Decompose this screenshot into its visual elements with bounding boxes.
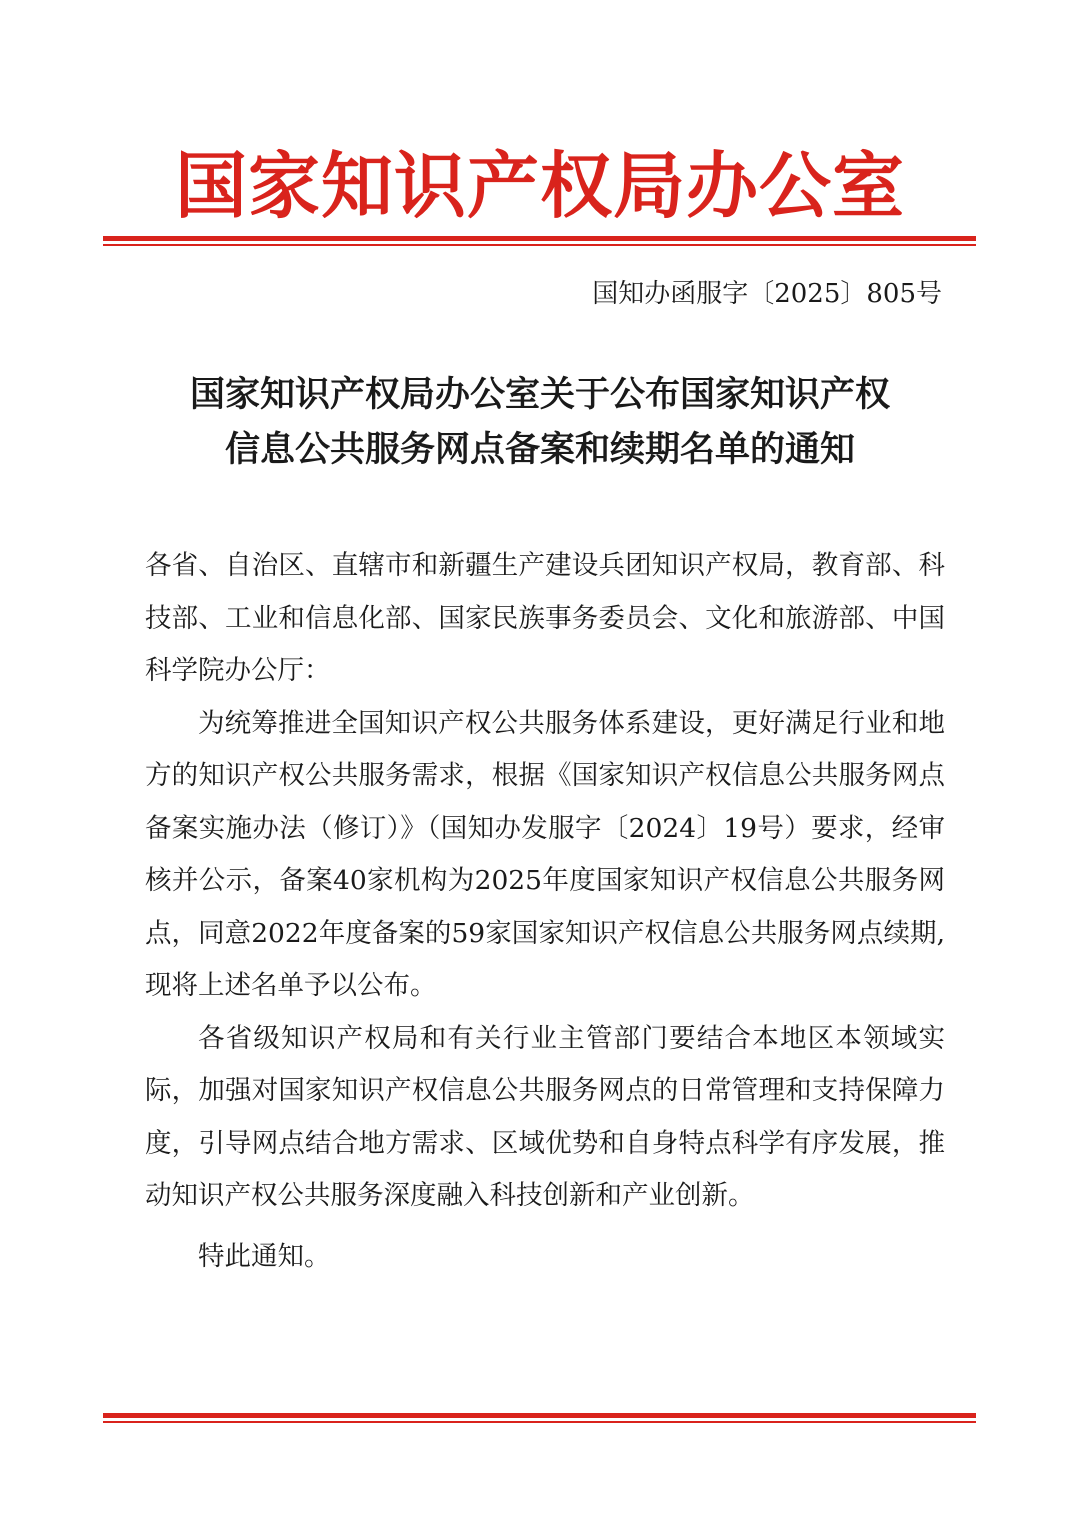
document-body bbox=[145, 540, 945, 1283]
body-paragraph-2: 各省级知识产权局和有关行业主管部门要结合本地区本领域实际，加强对国家知识产权信息公共服务网点的日常管理和支持保障力度，引导网点结合地方需求、区域优势和自身特点科学有序发展，推动知识产权公共服务深度融入科技创新和产业创新。 bbox=[145, 1022, 945, 1211]
bottom-divider-thin-line bbox=[103, 1421, 976, 1423]
document-title-line-1: 国家知识产权局办公室关于公布国家知识产权 bbox=[189, 375, 890, 415]
document-number: 国知办函服字〔2025〕805号 bbox=[592, 279, 942, 309]
body-paragraph-1: 为统筹推进全国知识产权公共服务体系建设，更好满足行业和地方的知识产权公共服务需求，根据《国家知识产权信息公共服务网点备案实施办法（修订）》（国知办发服字〔2024〕19号）要求，经审核并公示，备案40家机构为2025年度国家知识产权信息公共服务网点，同意2022年度备案的59家国家知识产权信息公共服务网点续期,现将上述名单予以公布。 bbox=[145, 707, 945, 1001]
top-red-divider bbox=[103, 236, 976, 246]
addressees: 各省、自治区、直辖市和新疆生产建设兵团知识产权局，教育部、科技部、工业和信息化部、国家民族事务委员会、文化和旅游部、中国科学院办公厅： bbox=[145, 550, 945, 686]
agency-masthead: 国家知识产权局办公室 bbox=[174, 144, 905, 228]
closing-line: 特此通知。 bbox=[198, 1240, 331, 1272]
document-title bbox=[100, 368, 980, 478]
top-divider-thin-line bbox=[103, 244, 976, 246]
bottom-divider-thick-line bbox=[103, 1413, 976, 1418]
top-divider-thick-line bbox=[103, 236, 976, 241]
document-title-line-2: 信息公共服务网点备案和续期名单的通知 bbox=[224, 430, 855, 470]
bottom-red-divider bbox=[103, 1413, 976, 1423]
